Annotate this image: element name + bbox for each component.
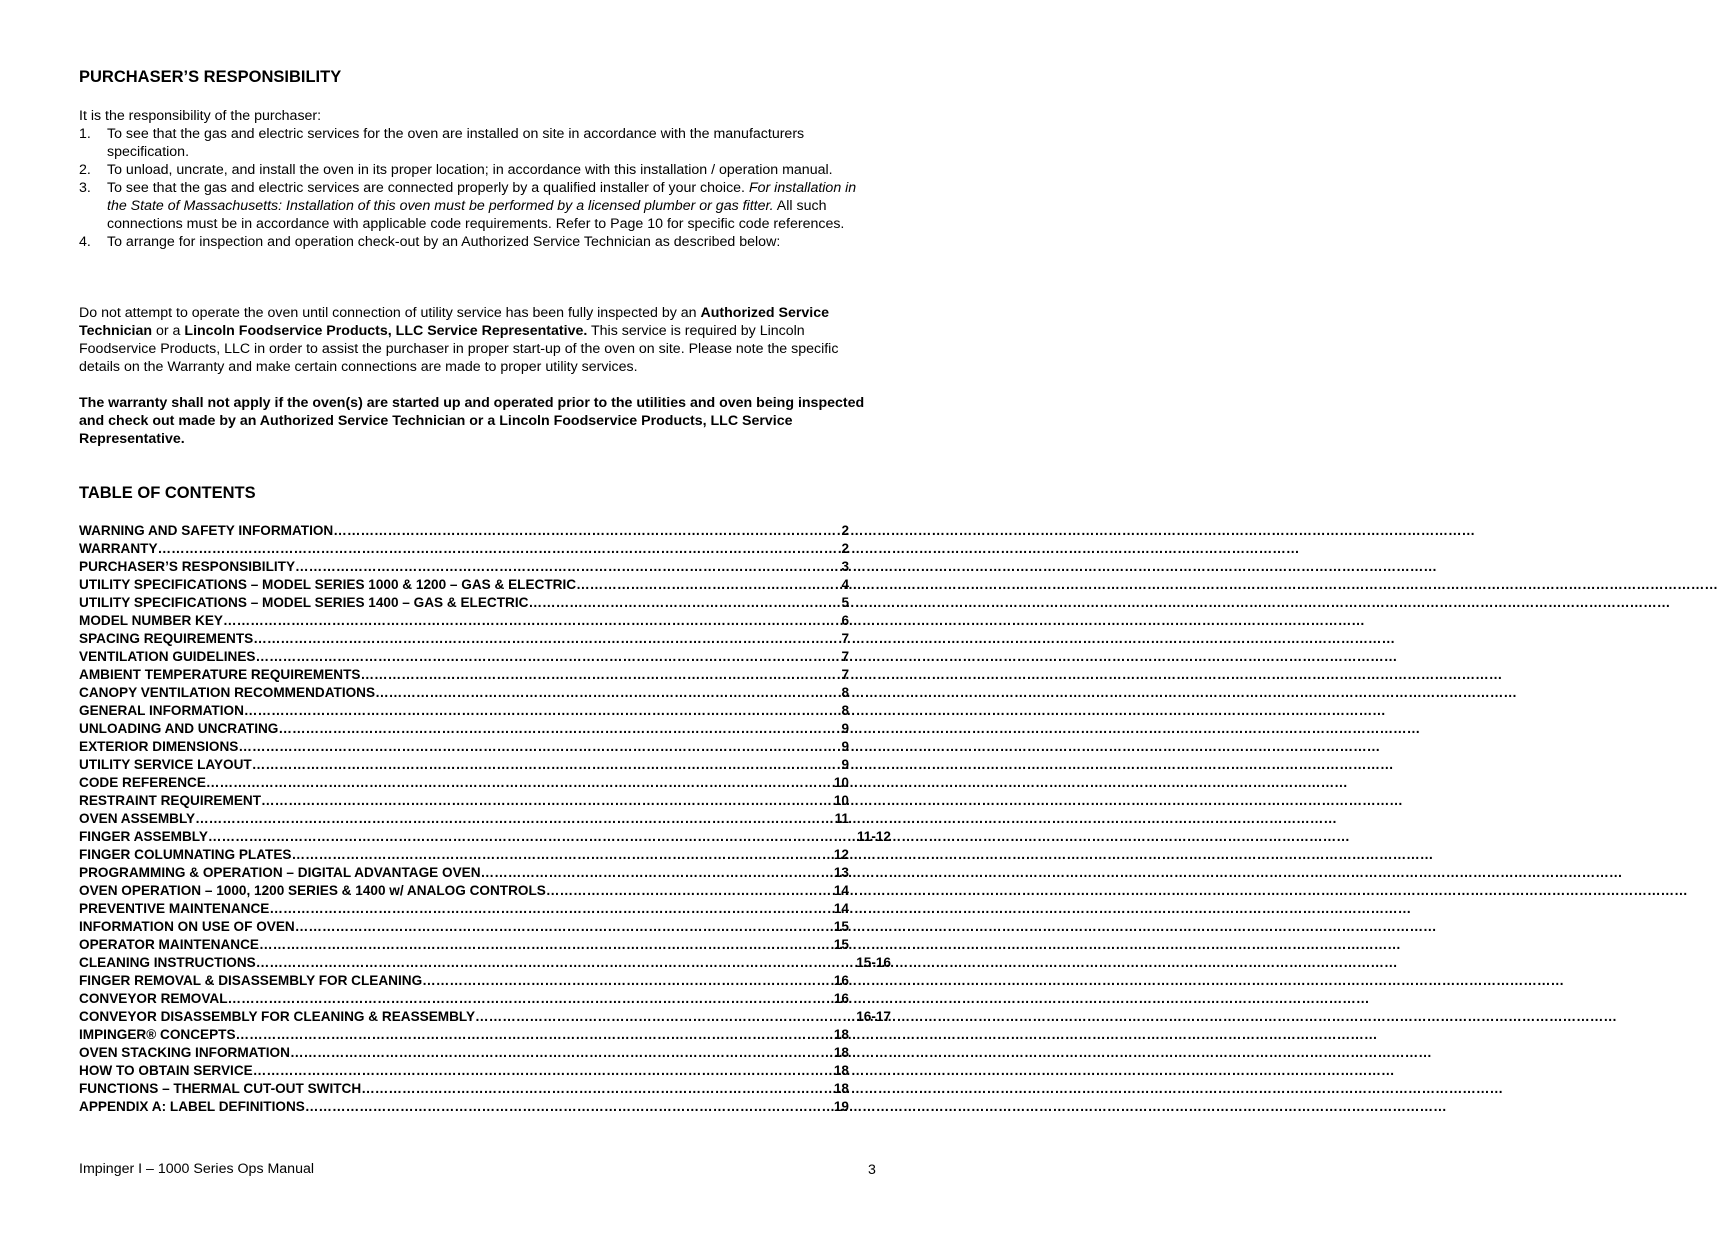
toc-entry xyxy=(79,882,849,900)
toc-entry-page: 7 xyxy=(841,649,849,664)
footer-page-number: 3 xyxy=(868,1162,876,1178)
toc-entry-page: 13 xyxy=(833,865,849,880)
toc-entry xyxy=(79,702,849,720)
toc-leader-dots xyxy=(206,774,834,792)
table-of-contents xyxy=(79,522,891,1116)
toc-leader-dots xyxy=(422,972,834,990)
toc-entry-title: GENERAL INFORMATION xyxy=(79,703,244,718)
toc-entry-page: 8 xyxy=(841,685,849,700)
massachusetts-note: For installation in the State of Massachusetts: Installation of this oven must be performed by a licensed plumber or gas fitter. xyxy=(107,180,857,214)
toc-entry-page: 6 xyxy=(841,613,849,628)
toc-entry-page: 3 xyxy=(841,559,849,574)
toc-entry xyxy=(79,720,849,738)
toc-entry-title: OVEN ASSEMBLY xyxy=(79,811,196,826)
toc-entry-title: MODEL NUMBER KEY xyxy=(79,613,224,628)
toc-entry-title: AMBIENT TEMPERATURE REQUIREMENTS xyxy=(79,667,361,682)
toc-entry xyxy=(79,648,849,666)
inspection-paragraph xyxy=(79,304,875,376)
toc-leader-dots xyxy=(475,1008,856,1026)
toc-leader-dots xyxy=(361,1080,834,1098)
toc-heading: TABLE OF CONTENTS xyxy=(79,484,256,502)
toc-entry-title: PURCHASER’S RESPONSIBILITY xyxy=(79,559,296,574)
purchaser-intro-block xyxy=(79,107,875,251)
authorized-technician-text: Authorized Service Technician xyxy=(79,305,829,339)
toc-leader-dots xyxy=(295,558,841,576)
toc-entry xyxy=(79,1044,849,1062)
toc-leader-dots xyxy=(576,576,841,594)
toc-entry xyxy=(79,936,849,954)
toc-leader-dots xyxy=(528,594,841,612)
toc-entry-page: 8 xyxy=(841,703,849,718)
purchaser-list-item xyxy=(79,161,875,179)
paragraph-text: or a xyxy=(152,323,185,339)
toc-leader-dots xyxy=(238,738,841,756)
toc-entry xyxy=(79,828,891,846)
toc-leader-dots xyxy=(295,918,834,936)
toc-entry xyxy=(79,666,849,684)
toc-entry xyxy=(79,756,849,774)
toc-leader-dots xyxy=(291,846,833,864)
toc-entry xyxy=(79,540,849,558)
list-number: 1. xyxy=(79,126,91,142)
toc-entry-title: CLEANING INSTRUCTIONS xyxy=(79,955,256,970)
toc-entry-page: 16 xyxy=(833,973,849,988)
toc-entry-title: CODE REFERENCE xyxy=(79,775,206,790)
toc-entry-title: PROGRAMMING & OPERATION – DIGITAL ADVANTAGE OVEN xyxy=(79,865,481,880)
toc-entry-title: RESTRAINT REQUIREMENT xyxy=(79,793,262,808)
toc-leader-dots xyxy=(158,540,842,558)
toc-entry-page: 4 xyxy=(841,577,849,592)
purchaser-list-item xyxy=(79,179,875,233)
toc-leader-dots xyxy=(228,990,834,1008)
toc-entry-page: 9 xyxy=(841,757,849,772)
toc-entry xyxy=(79,1098,849,1116)
purchaser-intro: It is the responsibility of the purchaser: xyxy=(79,108,322,124)
toc-entry-page: 18 xyxy=(833,1063,849,1078)
toc-leader-dots xyxy=(244,702,842,720)
toc-entry-title: FUNCTIONS – THERMAL CUT-OUT SWITCH xyxy=(79,1081,362,1096)
toc-leader-dots xyxy=(252,756,842,774)
toc-entry-title: CONVEYOR REMOVAL xyxy=(79,991,228,1006)
list-text-part: All such connections must be in accordance with applicable code requirements. Refer to Page 10 for specific code references. xyxy=(107,198,845,232)
toc-entry xyxy=(79,522,849,540)
toc-entry-page: 10 xyxy=(833,793,849,808)
toc-leader-dots xyxy=(375,684,841,702)
toc-entry-page: 2 xyxy=(841,523,849,538)
list-number: 3. xyxy=(79,180,91,196)
toc-entry-title: OPERATOR MAINTENANCE xyxy=(79,937,259,952)
toc-entry xyxy=(79,558,849,576)
toc-entry xyxy=(79,612,849,630)
toc-entry-page: 19 xyxy=(833,1099,849,1114)
paragraph-text: Do not attempt to operate the oven until connection of utility service has been fully inspected by an xyxy=(79,305,701,321)
toc-entry-title: PREVENTIVE MAINTENANCE xyxy=(79,901,270,916)
toc-entry-page: 7 xyxy=(841,667,849,682)
toc-entry-title: UTILITY SPECIFICATIONS – MODEL SERIES 1000 & 1200 – GAS & ELECTRIC xyxy=(79,577,577,592)
toc-leader-dots xyxy=(256,954,857,972)
purchaser-list-item xyxy=(79,233,875,251)
list-text-part: To see that the gas and electric services are connected properly by a qualified installer of your choice. xyxy=(107,180,749,196)
toc-entry-page: 9 xyxy=(841,721,849,736)
toc-leader-dots xyxy=(236,1026,834,1044)
toc-leader-dots xyxy=(290,1044,834,1062)
toc-leader-dots xyxy=(253,630,841,648)
purchaser-heading: PURCHASER’S RESPONSIBILITY xyxy=(79,68,342,86)
toc-entry-title: VENTILATION GUIDELINES xyxy=(79,649,256,664)
toc-entry-title: OVEN STACKING INFORMATION xyxy=(79,1045,290,1060)
toc-entry-title: UTILITY SPECIFICATIONS – MODEL SERIES 1400 – GAS & ELECTRIC xyxy=(79,595,529,610)
toc-entry-title: APPENDIX A: LABEL DEFINITIONS xyxy=(79,1099,305,1114)
toc-entry-page: 16-17 xyxy=(856,1009,891,1024)
toc-leader-dots xyxy=(278,720,841,738)
toc-entry xyxy=(79,990,849,1008)
toc-entry-page: 15-16 xyxy=(856,955,891,970)
toc-entry-page: 7 xyxy=(841,631,849,646)
paragraph-text: This service is required by Lincoln Foodservice Products, LLC in order to assist the purchaser in proper start-up of the oven on site. Please note the specific details on the Warranty and make certain connections are made to proper utility services. xyxy=(79,323,839,375)
toc-entry-page: 9 xyxy=(841,739,849,754)
toc-entry-title: OVEN OPERATION – 1000, 1200 SERIES & 1400 w/ ANALOG CONTROLS xyxy=(79,883,546,898)
toc-leader-dots xyxy=(223,612,841,630)
toc-entry-title: UTILITY SERVICE LAYOUT xyxy=(79,757,252,772)
toc-entry-page: 5 xyxy=(841,595,849,610)
toc-entry xyxy=(79,684,849,702)
toc-entry-page: 11 xyxy=(834,811,849,826)
toc-entry xyxy=(79,864,849,882)
toc-entry-title: WARRANTY xyxy=(79,541,158,556)
toc-entry-page: 11-12 xyxy=(856,829,891,844)
toc-entry xyxy=(79,774,849,792)
lincoln-representative-text: Lincoln Foodservice Products, LLC Service Representative. xyxy=(184,323,588,339)
toc-leader-dots xyxy=(360,666,841,684)
toc-entry-title: FINGER COLUMNATING PLATES xyxy=(79,847,292,862)
list-number: 2. xyxy=(79,162,91,178)
list-text: To unload, uncrate, and install the oven in its proper location; in accordance with this installation / operation manual. xyxy=(107,162,833,178)
toc-leader-dots xyxy=(208,828,857,846)
footer-manual-name: Impinger I – 1000 Series Ops Manual xyxy=(79,1161,315,1177)
toc-entry xyxy=(79,576,849,594)
purchaser-list-item xyxy=(79,125,875,161)
toc-leader-dots xyxy=(255,648,841,666)
toc-entry xyxy=(79,1026,849,1044)
toc-entry-page: 15 xyxy=(833,919,849,934)
toc-entry xyxy=(79,630,849,648)
toc-leader-dots xyxy=(481,864,834,882)
toc-entry-title: HOW TO OBTAIN SERVICE xyxy=(79,1063,253,1078)
toc-leader-dots xyxy=(333,522,841,540)
toc-leader-dots xyxy=(269,900,834,918)
toc-entry xyxy=(79,594,849,612)
toc-entry xyxy=(79,810,849,828)
warranty-note: The warranty shall not apply if the oven(s) are started up and operated prior to the utilities and oven being inspected and check out made by an Authorized Service Technician or a Lincoln Foodservice Products, LLC Service Representative. xyxy=(79,395,865,447)
toc-entry xyxy=(79,954,891,972)
toc-entry-page: 18 xyxy=(833,1081,849,1096)
toc-entry-title: SPACING REQUIREMENTS xyxy=(79,631,254,646)
list-text: To see that the gas and electric services for the oven are installed on site in accordance with the manufacturers specification. xyxy=(107,126,805,160)
toc-entry-title: EXTERIOR DIMENSIONS xyxy=(79,739,239,754)
toc-entry-page: 12 xyxy=(833,847,849,862)
toc-entry-title: UNLOADING AND UNCRATING xyxy=(79,721,279,736)
toc-entry xyxy=(79,1080,849,1098)
toc-leader-dots xyxy=(546,882,834,900)
toc-entry xyxy=(79,738,849,756)
toc-leader-dots xyxy=(261,792,834,810)
list-text: To arrange for inspection and operation check-out by an Authorized Service Technician as described below: xyxy=(107,234,781,250)
toc-entry xyxy=(79,792,849,810)
toc-leader-dots xyxy=(305,1098,834,1116)
toc-entry xyxy=(79,1062,849,1080)
list-text xyxy=(107,180,856,232)
toc-entry-page: 16 xyxy=(833,991,849,1006)
toc-entry-title: CANOPY VENTILATION RECOMMENDATIONS xyxy=(79,685,376,700)
toc-entry-page: 10 xyxy=(833,775,849,790)
toc-entry-title: FINGER ASSEMBLY xyxy=(79,829,208,844)
toc-entry-page: 14 xyxy=(833,883,849,898)
toc-entry xyxy=(79,972,849,990)
toc-entry-title: INFORMATION ON USE OF OVEN xyxy=(79,919,295,934)
toc-entry-title: FINGER REMOVAL & DISASSEMBLY FOR CLEANING xyxy=(79,973,423,988)
toc-entry xyxy=(79,918,849,936)
list-number: 4. xyxy=(79,234,91,250)
toc-entry-page: 2 xyxy=(841,541,849,556)
toc-entry-title: IMPINGER® CONCEPTS xyxy=(79,1027,236,1042)
purchaser-list xyxy=(79,125,875,251)
toc-entry-page: 15 xyxy=(833,937,849,952)
toc-leader-dots xyxy=(195,810,835,828)
toc-entry-page: 18 xyxy=(833,1045,849,1060)
toc-entry-title: WARNING AND SAFETY INFORMATION xyxy=(79,523,334,538)
toc-entry-title: CONVEYOR DISASSEMBLY FOR CLEANING & REASSEMBLY xyxy=(79,1009,476,1024)
toc-leader-dots xyxy=(253,1062,834,1080)
toc-entry-page: 18 xyxy=(833,1027,849,1042)
toc-entry xyxy=(79,1008,891,1026)
toc-leader-dots xyxy=(259,936,834,954)
toc-entry xyxy=(79,846,849,864)
toc-entry xyxy=(79,900,849,918)
toc-entry-page: 14 xyxy=(833,901,849,916)
